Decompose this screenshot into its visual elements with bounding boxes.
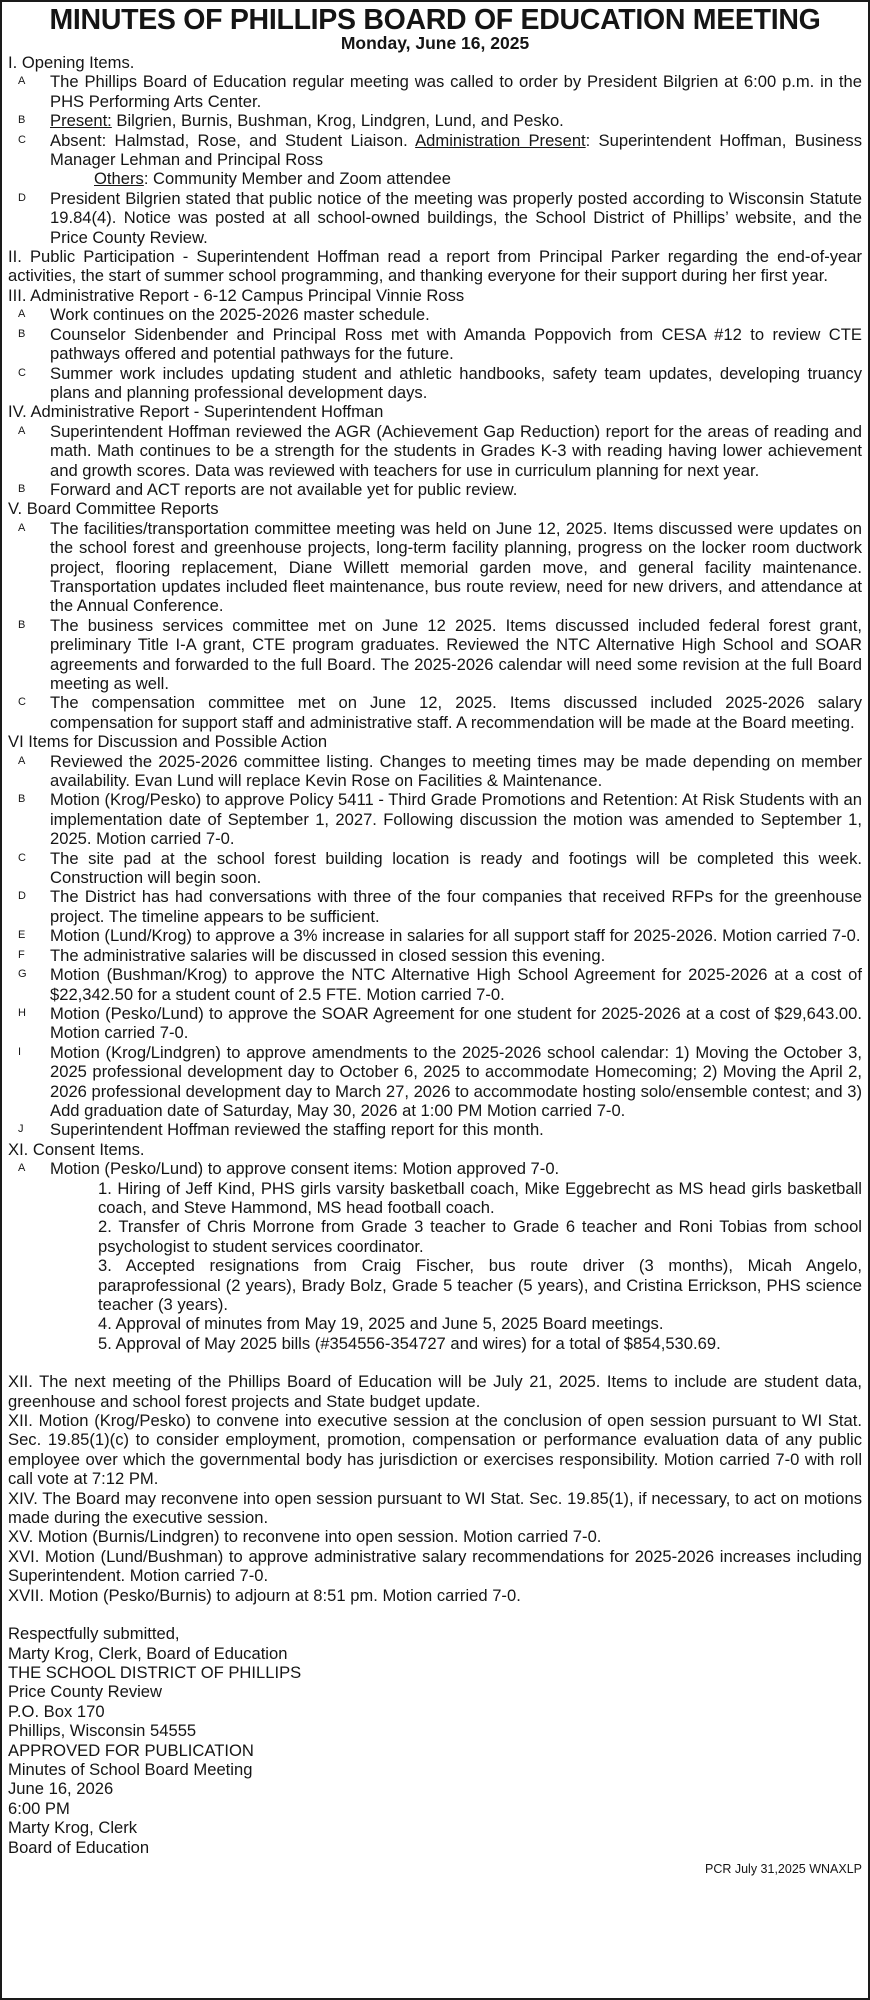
item-letter: C — [18, 133, 26, 146]
section-heading-committee-reports: V. Board Committee Reports — [8, 499, 219, 519]
list-item — [8, 189, 862, 247]
item-letter: A — [18, 308, 26, 321]
item-letter: F — [18, 948, 25, 961]
item-text: Summer work includes updating student and athletic handbooks, safety team updates, developing truancy plans and planning professional development days. — [50, 363, 862, 402]
closing-paragraph: XII. The next meeting of the Phillips Board of Education will be July 21, 2025. Items to include are student data, greenhouse and school forest projects and State budget update. — [8, 1372, 862, 1411]
item-text: Motion (Krog/Lindgren) to approve amendments to the 2025-2026 school calendar: 1) Moving the October 3, 2025 professional development day to October 6, 2025 to accommodate Homecoming; 2) Moving the April 2, 2026 professional development day to March 27, 2026 to accommodate hosting solo/ensemble contest; and 3) Add graduation date of Saturday, May 30, 2026 at 1:00 PM Motion carried 7-0. — [50, 1042, 862, 1120]
item-letter: B — [18, 793, 26, 806]
list-item — [8, 693, 862, 732]
item-letter: B — [18, 114, 26, 127]
section-heading-discussion-items: VI Items for Discussion and Possible Action — [8, 732, 328, 752]
signature-line: Marty Krog, Clerk — [8, 1818, 138, 1838]
closing-paragraph: XVI. Motion (Lund/Bushman) to approve administrative salary recommendations for 2025-2026 increases including Superintendent. Motion carried 7-0. — [8, 1546, 862, 1586]
signature-line: Minutes of School Board Meeting — [8, 1759, 253, 1779]
closing-paragraph: XIV. The Board may reconvene into open session pursuant to WI Stat. Sec. 19.85(1), if necessary, to act on motions made during the executive session. — [8, 1488, 862, 1528]
item-text: The Phillips Board of Education regular meeting was called to order by President Bilgrien at 6:00 p.m. in the PHS Performing Arts Center. — [50, 72, 862, 111]
signature-line: Board of Education — [8, 1837, 150, 1857]
list-item — [8, 325, 862, 364]
signature-line: Marty Krog, Clerk, Board of Education — [8, 1643, 288, 1663]
list-item — [8, 1043, 862, 1121]
section-heading-opening: I. Opening Items. — [8, 53, 135, 72]
spacer — [8, 1605, 862, 1624]
list-item — [8, 965, 862, 1004]
item-text — [50, 111, 862, 130]
consent-subitem: 5. Approval of May 2025 bills (#354556-354727 and wires) for a total of $854,530.69. — [98, 1333, 721, 1353]
item-letter: A — [18, 754, 26, 767]
item-letter: B — [18, 482, 26, 495]
list-item — [8, 480, 862, 499]
list-item — [8, 131, 862, 170]
signature-block — [8, 1624, 862, 1857]
item-text: The business services committee met on June 12 2025. Items discussed included federal forest grant, preliminary Title I-A grant, CTE program graduates. Reviewed the NTC Alternative High School and SOAR agreements and forwarded to the full Board. The 2025-2026 calendar will need some revision at the full Board meeting as well. — [50, 615, 862, 693]
item-letter: A — [18, 1162, 26, 1175]
section-heading-principal-report: III. Administrative Report - 6-12 Campus Principal Vinnie Ross — [8, 285, 465, 305]
item-text: Motion (Lund/Krog) to approve a 3% increase in salaries for all support staff for 2025-2026. Motion carried 7-0. — [50, 926, 861, 946]
present-label: Present: — [50, 111, 112, 131]
list-item — [8, 790, 862, 848]
signature-line: June 16, 2026 — [8, 1779, 114, 1799]
item-text: The District has had conversations with three of the four companies that received RFPs for the greenhouse project. The timeline appears to be sufficient. — [50, 887, 862, 926]
administration-names: : Superintendent Hoffman, Business Manager Lehman and Principal Ross — [50, 130, 862, 170]
item-letter: B — [18, 618, 26, 631]
administration-label: Administration Present — [415, 130, 586, 150]
item-text: The site pad at the school forest building location is ready and footings will be completed this week. Construction will begin soon. — [50, 848, 862, 888]
item-text: The facilities/transportation committee meeting was held on June 12, 2025. Items discussed were updates on the school forest and greenhouse projects, long-term facility planning, progress on the locker room ductwork project, flooring replacement, Diane Willett memorial garden move, and general facility maintenance. Transportation updates included fleet maintenance, bus route review, need for new drivers, and attendance at the Annual Conference. — [50, 518, 862, 616]
item-letter: C — [18, 696, 26, 709]
item-text: Work continues on the 2025-2026 master schedule. — [50, 305, 430, 325]
list-item — [8, 616, 862, 694]
public-participation-paragraph: II. Public Participation - Superintendent Hoffman read a report from Principal Parker regarding the end-of-year activities, the start of summer school programming, and thanking everyone for their support during her first year. — [8, 247, 862, 286]
list-item — [8, 1159, 862, 1178]
closing-paragraph: XII. Motion (Krog/Pesko) to convene into executive session at the conclusion of open session pursuant to WI Stat. Sec. 19.85(1)(c) to consider employment, promotion, compensation or performance evaluation data of any public employee over which the governmental body has jurisdiction or exercises responsibility. Motion carried 7-0 with roll call vote at 7:12 PM. — [8, 1411, 862, 1489]
item-letter: H — [18, 1006, 26, 1019]
signature-line: APPROVED FOR PUBLICATION — [8, 1740, 254, 1760]
item-text: Superintendent Hoffman reviewed the staffing report for this month. — [50, 1120, 544, 1140]
item-text: President Bilgrien stated that public notice of the meeting was properly posted according to Wisconsin Statute 19.84(4). Notice was posted at all school-owned buildings, the School District of Phillips’ website, and the Price County Review. — [50, 188, 862, 247]
list-item — [8, 1004, 862, 1043]
signature-line: THE SCHOOL DISTRICT OF PHILLIPS — [8, 1662, 302, 1682]
list-item — [8, 1120, 862, 1139]
closing-paragraph: XVII. Motion (Pesko/Burnis) to adjourn at 8:51 pm. Motion carried 7-0. — [8, 1585, 521, 1605]
signature-line: Phillips, Wisconsin 54555 — [8, 1721, 197, 1741]
others-text: : Community Member and Zoom attendee — [143, 169, 451, 189]
item-letter: A — [18, 521, 26, 534]
meeting-date: Monday, June 16, 2025 — [340, 33, 530, 53]
others-label: Others — [94, 169, 144, 189]
list-item — [8, 849, 862, 888]
publication-footer: PCR July 31,2025 WNAXLP — [704, 1861, 862, 1876]
list-item — [8, 305, 862, 324]
others-line — [8, 169, 862, 188]
item-letter: C — [18, 851, 26, 864]
item-text: The administrative salaries will be discussed in closed session this evening. — [50, 945, 606, 965]
page-title: MINUTES OF PHILLIPS BOARD OF EDUCATION MEETING — [49, 4, 821, 36]
list-item — [8, 946, 862, 965]
list-item — [8, 887, 862, 926]
item-letter: D — [18, 890, 26, 903]
item-letter: G — [18, 968, 27, 981]
item-text: Motion (Pesko/Lund) to approve consent items: Motion approved 7-0. — [50, 1159, 560, 1179]
consent-subitem: 1. Hiring of Jeff Kind, PHS girls varsity basketball coach, Mike Eggebrecht as MS head girls basketball coach, and Steve Hammond, MS head football coach. — [98, 1178, 862, 1217]
list-item — [8, 926, 862, 945]
item-text: Superintendent Hoffman reviewed the AGR (Achievement Gap Reduction) report for the areas of reading and math. Math continues to be a strength for the students in Grades K-3 with reading having lower achievement and growth scores. Data was reviewed with teachers for use in curriculum planning for next year. — [50, 421, 862, 480]
item-text — [50, 131, 862, 170]
list-item — [8, 364, 862, 403]
item-text: Motion (Bushman/Krog) to approve the NTC Alternative High School Agreement for 2025-2026 at a cost of $22,342.50 for a student count of 2.5 FTE. Motion carried 7-0. — [50, 965, 862, 1004]
list-item — [8, 519, 862, 616]
item-text: Motion (Pesko/Lund) to approve the SOAR Agreement for one student for 2025-2026 at a cost of $29,643.00. Motion carried 7-0. — [50, 1003, 862, 1043]
item-text: The compensation committee met on June 12, 2025. Items discussed included 2025-2026 salary compensation for support staff and administrative staff. A recommendation will be made at the Board meeting. — [50, 693, 862, 732]
item-letter: D — [18, 191, 26, 204]
consent-subitem: 4. Approval of minutes from May 19, 2025 and June 5, 2025 Board meetings. — [98, 1314, 664, 1334]
item-text: Motion (Krog/Pesko) to approve Policy 5411 - Third Grade Promotions and Retention: At Risk Students with an implementation date of September 1, 2027. Following discussion the motion was amended to September 1, 2025. Motion carried 7-0. — [50, 790, 862, 849]
item-letter: I — [18, 1045, 22, 1058]
signature-line: Price County Review — [8, 1682, 163, 1702]
spacer — [8, 1353, 862, 1372]
item-letter: A — [18, 75, 26, 88]
section-heading-superintendent-report: IV. Administrative Report - Superintendent Hoffman — [8, 402, 384, 422]
list-item — [8, 72, 862, 111]
item-text: Forward and ACT reports are not available yet for public review. — [50, 479, 518, 499]
section-heading-consent-items: XI. Consent Items. — [8, 1139, 145, 1159]
consent-subitem: 3. Accepted resignations from Craig Fischer, bus route driver (3 months), Micah Angelo, paraprofessional (2 years), Brady Bolz, Grade 5 teacher (5 years), and Cristina Errickson, PHS science teacher (3 years). — [98, 1256, 862, 1314]
item-letter: A — [18, 424, 26, 437]
signature-line: 6:00 PM — [8, 1798, 70, 1818]
consent-subitem: 2. Transfer of Chris Morrone from Grade 3 teacher to Grade 6 teacher and Roni Tobias from school psychologist to student services coordinator. — [98, 1217, 862, 1256]
signature-line: Respectfully submitted, — [8, 1624, 180, 1644]
closing-paragraph: XV. Motion (Burnis/Lindgren) to reconvene into open session. Motion carried 7-0. — [8, 1527, 602, 1547]
present-names: Bilgrien, Burnis, Bushman, Krog, Lindgren, Lund, and Pesko. — [111, 111, 564, 131]
item-letter: B — [18, 327, 26, 340]
item-letter: E — [18, 929, 26, 942]
item-text: Reviewed the 2025-2026 committee listing. Changes to meeting times may be made depending on member availability. Evan Lund will replace Kevin Rose on Facilities & Maintenance. — [50, 751, 862, 791]
list-item — [8, 111, 862, 130]
item-text: Counselor Sidenbender and Principal Ross met with Amanda Poppovich from CESA #12 to review CTE pathways offered and potential pathways for the future. — [50, 324, 862, 364]
item-letter: C — [18, 366, 26, 379]
absent-text: Absent: Halmstad, Rose, and Student Liaison. — [50, 130, 416, 150]
signature-line: P.O. Box 170 — [8, 1701, 105, 1721]
item-letter: J — [18, 1123, 24, 1136]
list-item — [8, 752, 862, 791]
list-item — [8, 422, 862, 480]
